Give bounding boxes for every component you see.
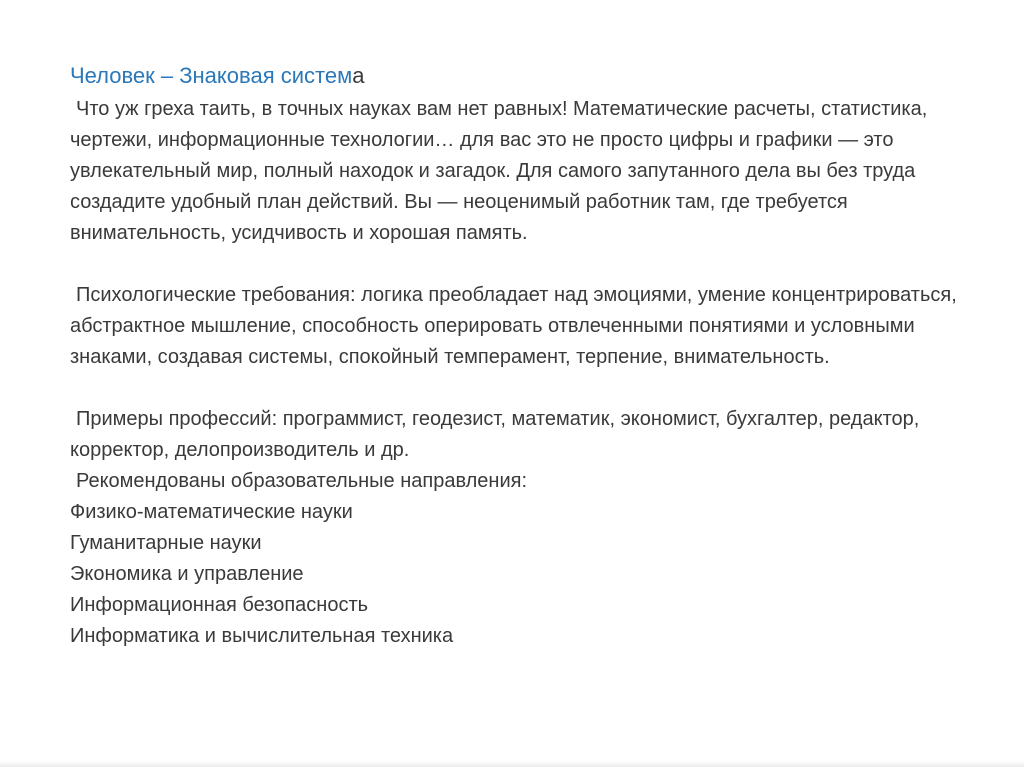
spacer bbox=[70, 373, 980, 404]
professions-paragraph: Примеры профессий: программист, геодезист, математик, экономист, бухгалтер, редактор, корректор, делопроизводитель и др. bbox=[70, 408, 920, 461]
slide-title-main: Человек – Знаковая систем bbox=[70, 63, 353, 88]
spacer bbox=[70, 249, 980, 280]
list-item: Гуманитарные науки bbox=[70, 532, 262, 554]
psychology-paragraph: Психологические требования: логика преобладает над эмоциями, умение концентрироваться, абстрактное мышление, способность оперировать отвлеченными понятиями и условными знаками, создавая системы, спокойный темперамент, терпение, внимательность. bbox=[70, 284, 957, 368]
slide-title bbox=[70, 60, 980, 92]
directions-heading: Рекомендованы образовательные направления: bbox=[76, 470, 528, 492]
slide-bottom-shadow bbox=[0, 761, 1024, 767]
list-item: Информационная безопасность bbox=[70, 594, 369, 616]
intro-paragraph: Что уж греха таить, в точных науках вам нет равных! Математические расчеты, статистика, чертежи, информационные технологии… для вас это не просто цифры и графики — это увлекательный мир, полный находок и загадок. Для самого запутанного дела вы без труда создадите удобный план действий. Вы — неоценимый работник там, где требуется внимательность, усидчивость и хорошая память. bbox=[70, 98, 928, 244]
directions-list bbox=[70, 497, 980, 652]
list-item: Информатика и вычислительная техника bbox=[70, 625, 454, 647]
list-item: Экономика и управление bbox=[70, 563, 304, 585]
slide-content bbox=[70, 60, 980, 652]
slide-title-tail: а bbox=[352, 63, 365, 88]
list-item: Физико-математические науки bbox=[70, 501, 353, 523]
